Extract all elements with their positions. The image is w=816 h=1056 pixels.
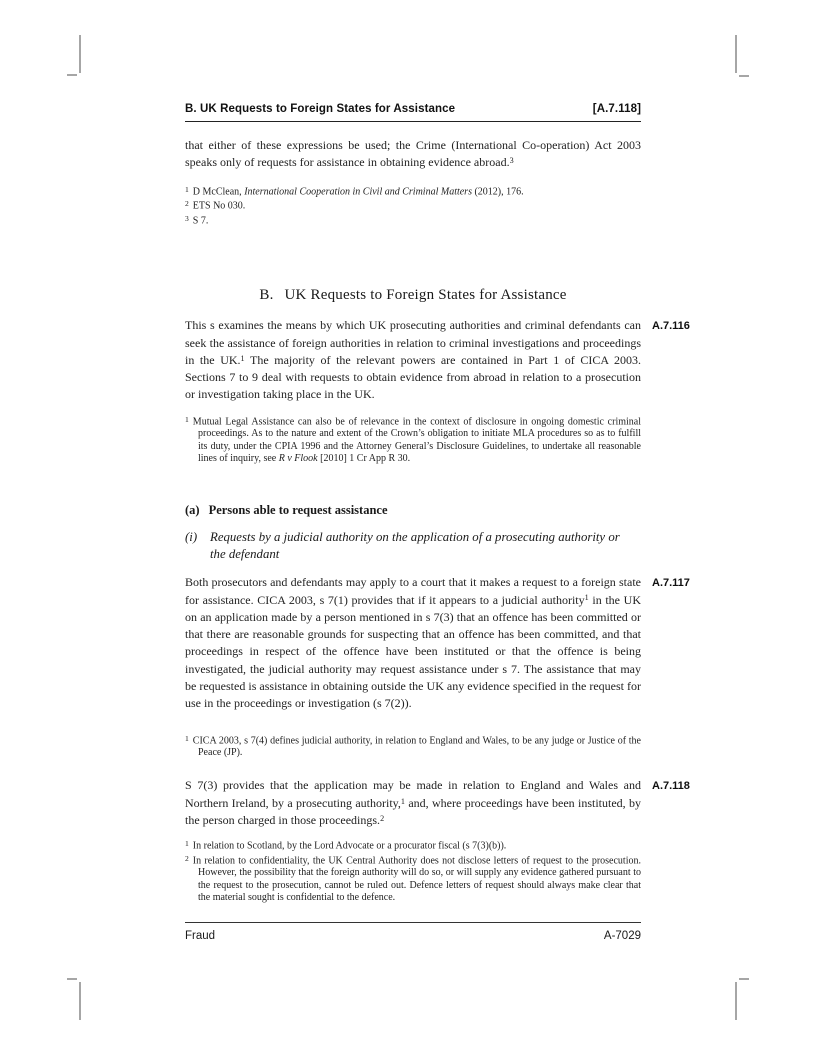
crop-mark-top-right-vertical (735, 35, 737, 73)
footnote-block-a7118 (185, 838, 641, 904)
footnote-number: 2 (185, 853, 189, 863)
section-heading-label: B. (259, 287, 274, 304)
footnote (185, 414, 641, 465)
crop-mark-top-left-horizontal (67, 74, 77, 76)
footnote-number: 3 (185, 213, 189, 223)
subheading-a (185, 503, 641, 518)
footer-page-number: A-7029 (603, 930, 641, 942)
margin-ref-a7118: A.7.118 (652, 780, 690, 793)
subheading-a-label: (a) (185, 503, 200, 518)
page-footer (185, 922, 641, 942)
paragraph-a7118 (185, 777, 690, 829)
paragraph-continuation: that either of these expressions be used; the Crime (International Co-operation) Act 2003 speaks only of requests for assistance in obtaining evidence abroad.$^3$ (185, 138, 641, 170)
footnote (185, 184, 641, 199)
crop-mark-top-right-horizontal (739, 75, 749, 77)
footnote (185, 853, 641, 904)
footnote-text: CICA 2003, s 7(4) defines judicial authority, in relation to England and Wales, to be any judge or Justice of the Peace (JP). (192, 734, 641, 759)
section-heading (185, 287, 641, 304)
footer-row (185, 930, 641, 942)
footnote (185, 213, 641, 228)
crop-mark-bottom-left-horizontal (67, 978, 77, 980)
footnote-block-intro (185, 184, 641, 228)
subheading-i (185, 529, 635, 562)
margin-ref-a7116: A.7.116 (652, 320, 690, 333)
margin-ref-a7117: A.7.117 (652, 577, 690, 590)
footnote-text: S 7. (192, 214, 209, 226)
footnote (185, 733, 641, 760)
paragraph-a7117 (185, 574, 690, 712)
paragraph-a7117-text: Both prosecutors and defendants may apply to a court that it makes a request to a foreign state for assistance. CICA 2003, s 7(1) provides that if it appears to a judicial authority$^1$ in the UK on an application made by a person mentioned in s 7(3) that an offence has been committed or that there are reasonable grounds for suspecting that an offence has been committed, and that proceedings in respect of the offence have been instituted or that the offence is being investigated, the judicial authority may request assistance under s 7. The assistance that may be requested is assistance in obtaining outside the UK any evidence specified in the request for use in the proceedings or investigation (s 7(2)). (185, 575, 641, 711)
subheading-i-title: Requests by a judicial authority on the application of a prosecuting authority or the defendant (210, 530, 620, 561)
header-rule (185, 121, 641, 122)
paragraph-a7116-text: This s examines the means by which UK prosecuting authorities and criminal defendants can seek the assistance of foreign authorities in relation to criminal investigations and proceedings in the UK.$^1$ The majority of the relevant powers are contained in Part 1 of CICA 2003. Sections 7 to 9 deal with requests to obtain evidence from abroad in relation to a prosecution or investigation taking place in the UK. (185, 318, 641, 402)
running-header-section-ref: [A.7.118] (592, 103, 641, 115)
footnote (185, 838, 641, 853)
footnote-number: 2 (185, 199, 189, 209)
running-header-title: B. UK Requests to Foreign States for Assistance (185, 103, 456, 115)
footnote-number: 1 (185, 733, 189, 743)
paragraph-a7118-text: S 7(3) provides that the application may be made in relation to England and Wales and Northern Ireland, by a prosecuting authority,$^1$ and, where proceedings have been instituted, by the person charged in those proceedings.$^2$ (185, 778, 642, 828)
section-heading-title: UK Requests to Foreign States for Assistance (284, 287, 567, 304)
footer-book-title: Fraud (185, 930, 216, 942)
subheading-i-label: (i) (185, 530, 198, 545)
footnote-number: 1 (185, 839, 189, 849)
running-header (185, 103, 641, 115)
text-column (185, 103, 690, 904)
paragraph-a7116 (185, 317, 690, 403)
footnote-number: 1 (185, 184, 189, 194)
crop-mark-top-left-vertical (79, 35, 81, 73)
crop-mark-bottom-right-horizontal (739, 978, 749, 980)
subheading-a-title: Persons able to request assistance (208, 503, 388, 518)
crop-mark-bottom-right-vertical (735, 982, 737, 1020)
crop-mark-bottom-left-vertical (79, 982, 81, 1020)
footnote-number: 1 (185, 414, 189, 424)
footnote-block-a7117 (185, 733, 641, 760)
footnote (185, 198, 641, 213)
footnote-text: In relation to Scotland, by the Lord Advocate or a procurator fiscal (s 7(3)(b)). (192, 840, 507, 852)
footnote-text: Mutual Legal Assistance can also be of relevance in the context of disclosure in ongoing domestic criminal proceedings. As to the nature and extent of the Crown’s obligation to initiate MLA procedures so as to fulfill its duty, under the CPIA 1996 and the Attorney General’s Disclosure Guidelines, to undertake all reasonable lines of inquiry, see R v Flook [2010] 1 Cr App R 30. (192, 416, 641, 464)
footnote-text: D McClean, International Cooperation in Civil and Criminal Matters (2012), 176. (192, 185, 524, 197)
footnote-text: ETS No 030. (192, 200, 246, 212)
footnote-text: In relation to confidentiality, the UK Central Authority does not disclose letters of request to the prosecution. However, the possibility that the foreign authority will do so, or will supply any evidence gathered pursuant to the request to the prosecution, cannot be ruled out. Defence letters of request should always make clear that the material sought is confidential to the defence. (192, 855, 641, 904)
footnote-block-a7116 (185, 414, 641, 465)
